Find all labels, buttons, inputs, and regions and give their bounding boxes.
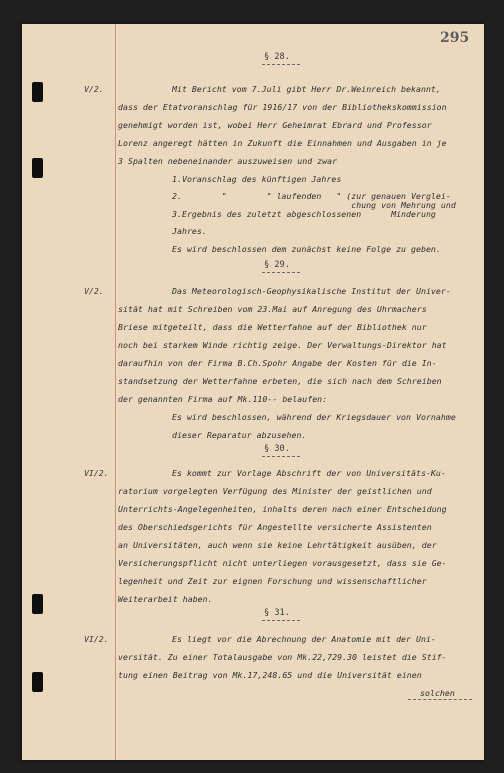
binder-hole (32, 82, 43, 102)
section-heading: § 29. (264, 260, 290, 270)
text-line: Jahres. (172, 226, 207, 236)
text-line: Es liegt vor die Abrechnung der Anatomie mit der Uni- (172, 634, 436, 644)
text-line: chung von Mehrung und (172, 200, 456, 210)
catchword: solchen (420, 688, 455, 698)
text-line: sität hat mit Schreiben vom 23.Mai auf Anregung des Uhrmachers (118, 304, 427, 314)
margin-rule (115, 24, 116, 760)
margin-reference: VI/2. (84, 468, 109, 478)
text-line: dass der Etatvoranschlag für 1916/17 von der Bibliothekskommission (118, 102, 447, 112)
text-line: Mit Bericht vom 7.Juli gibt Herr Dr.Weinreich bekannt, (172, 84, 441, 94)
binder-hole (32, 158, 43, 178)
margin-reference: VI/2. (84, 634, 109, 644)
text-line: Lorenz angeregt hätten in Zukunft die Einnahmen und Ausgaben in je (118, 138, 447, 148)
text-line: dieser Reparatur abzusehen. (172, 430, 307, 440)
catchword-underline (408, 699, 472, 701)
margin-reference: V/2. (84, 84, 104, 94)
text-line: Es kommt zur Vorlage Abschrift der von Universitäts-Ku- (172, 468, 446, 478)
text-line: Unterrichts-Angelegenheiten, inhalts deren nach einer Entscheidung (118, 504, 447, 514)
heading-underline (262, 64, 300, 66)
text-line: 3.Ergebnis des zuletzt abgeschlossenen Minderung (172, 209, 436, 219)
text-line: Weiterarbeit haben. (118, 594, 213, 604)
text-line: Es wird beschlossen, während der Kriegsdauer von Vornahme (172, 412, 456, 422)
text-line: Es wird beschlossen dem zunächst keine Folge zu geben. (172, 244, 441, 254)
text-line: ratorium vorgelegten Verfügung des Minister der geistlichen und (118, 486, 432, 496)
text-line: standsetzung der Wetterfahne erbeten, die sich nach dem Schreiben (118, 376, 442, 386)
section-heading: § 31. (264, 608, 290, 618)
heading-underline (262, 620, 300, 622)
text-line: 1.Voranschlag des künftigen Jahres (172, 174, 342, 184)
text-line: daraufhin von der Firma B.Ch.Spohr Angabe der Kosten für die In- (118, 358, 437, 368)
text-line: legenheit und Zeit zur eignen Forschung und wissenschaftlicher (118, 576, 427, 586)
text-line: Das Meteorologisch-Geophysikalische Institut der Univer- (172, 286, 451, 296)
binder-hole (32, 672, 43, 692)
section-heading: § 28. (264, 52, 290, 62)
text-line: noch bei starkem Winde richtig zeige. Der Verwaltungs-Direktor hat (118, 340, 447, 350)
text-line: Briese mitgeteilt, dass die Wetterfahne auf der Bibliothek nur (118, 322, 427, 332)
heading-underline (262, 272, 300, 274)
text-line: 3 Spalten nebeneinander auszuweisen und zwar (118, 156, 338, 166)
page-number: 295 (440, 30, 470, 46)
binder-hole (32, 594, 43, 614)
text-line: des Oberschiedsgerichts für Angestellte versicherte Assistenten (118, 522, 432, 532)
text-line: an Universitäten, auch wenn sie keine Lehrtätigkeit ausüben, der (118, 540, 437, 550)
document-page (22, 24, 484, 760)
section-heading: § 30. (264, 444, 290, 454)
margin-reference: V/2. (84, 286, 104, 296)
text-line: der genannten Firma auf Mk.110-- belaufen: (118, 394, 328, 404)
text-line: versität. Zu einer Totalausgabe von Mk.22,729.30 leistet die Stif- (118, 652, 447, 662)
text-line: Versicherungspflicht nicht unterliegen vorausgesetzt, dass sie Ge- (118, 558, 447, 568)
text-line: genehmigt worden ist, wobei Herr Geheimrat Ebrard und Professor (118, 120, 432, 130)
text-line: tung einen Beitrag von Mk.17,248.65 und die Universität einen (118, 670, 422, 680)
text-line: 2. " " laufenden " (zur genauen Verglei- (172, 191, 451, 201)
heading-underline (262, 456, 300, 458)
